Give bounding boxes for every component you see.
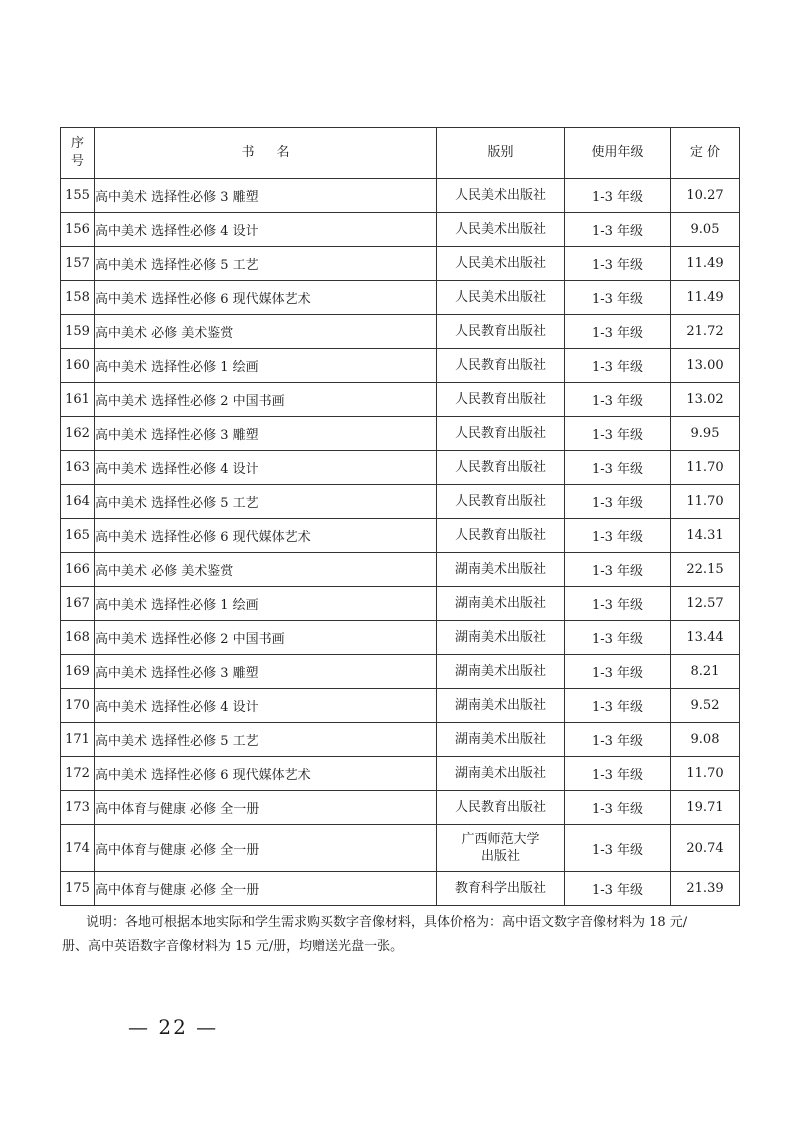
row-title: 高中美术 选择性必修 6 现代媒体艺术 <box>95 281 437 315</box>
row-price: 11.70 <box>671 485 740 519</box>
row-title: 高中美术 必修 美术鉴赏 <box>95 315 437 349</box>
row-number: 166 <box>61 553 95 587</box>
table-row <box>61 213 740 247</box>
row-publisher-line1: 广西师范大学 <box>461 832 540 847</box>
row-number: 162 <box>61 417 95 451</box>
row-price: 8.21 <box>671 655 740 689</box>
row-grade: 1-3 年级 <box>565 553 671 587</box>
row-title: 高中美术 选择性必修 5 工艺 <box>95 723 437 757</box>
header-no <box>61 128 95 179</box>
row-number: 171 <box>61 723 95 757</box>
row-number: 168 <box>61 621 95 655</box>
row-grade: 1-3 年级 <box>565 723 671 757</box>
row-grade: 1-3 年级 <box>565 519 671 553</box>
row-publisher: 人民美术出版社 <box>437 213 565 247</box>
row-grade: 1-3 年级 <box>565 587 671 621</box>
table-row <box>61 791 740 825</box>
table-row <box>61 757 740 791</box>
row-grade: 1-3 年级 <box>565 213 671 247</box>
row-publisher: 人民教育出版社 <box>437 791 565 825</box>
table-row <box>61 281 740 315</box>
row-grade: 1-3 年级 <box>565 757 671 791</box>
table-row <box>61 655 740 689</box>
row-grade: 1-3 年级 <box>565 349 671 383</box>
row-grade: 1-3 年级 <box>565 451 671 485</box>
row-grade: 1-3 年级 <box>565 247 671 281</box>
row-title: 高中美术 选择性必修 4 设计 <box>95 689 437 723</box>
row-grade: 1-3 年级 <box>565 825 671 872</box>
row-title: 高中美术 选择性必修 3 雕塑 <box>95 417 437 451</box>
row-grade: 1-3 年级 <box>565 655 671 689</box>
row-publisher <box>437 825 565 872</box>
row-price: 19.71 <box>671 791 740 825</box>
row-publisher: 人民教育出版社 <box>437 485 565 519</box>
row-number: 174 <box>61 825 95 872</box>
row-number: 165 <box>61 519 95 553</box>
row-title: 高中美术 选择性必修 2 中国书画 <box>95 621 437 655</box>
table-header-row <box>61 128 740 179</box>
note-line-2: 册、高中英语数字音像材料为 15 元/册，均赠送光盘一张。 <box>62 939 404 954</box>
table-row <box>61 621 740 655</box>
row-publisher: 湖南美术出版社 <box>437 655 565 689</box>
row-price: 11.49 <box>671 281 740 315</box>
row-title: 高中美术 选择性必修 6 现代媒体艺术 <box>95 519 437 553</box>
row-title: 高中美术 必修 美术鉴赏 <box>95 553 437 587</box>
row-number: 169 <box>61 655 95 689</box>
row-number: 163 <box>61 451 95 485</box>
row-price: 13.44 <box>671 621 740 655</box>
row-grade: 1-3 年级 <box>565 485 671 519</box>
row-number: 170 <box>61 689 95 723</box>
page-number: — 22 — <box>128 1015 219 1039</box>
row-price: 14.31 <box>671 519 740 553</box>
row-title: 高中体育与健康 必修 全一册 <box>95 825 437 872</box>
row-publisher: 人民教育出版社 <box>437 349 565 383</box>
table-row <box>61 519 740 553</box>
row-publisher: 人民美术出版社 <box>437 281 565 315</box>
row-publisher: 湖南美术出版社 <box>437 621 565 655</box>
row-title: 高中美术 选择性必修 4 设计 <box>95 451 437 485</box>
row-price: 11.49 <box>671 247 740 281</box>
table-row <box>61 587 740 621</box>
row-price: 9.52 <box>671 689 740 723</box>
row-publisher-line2: 出版社 <box>480 849 520 864</box>
table-row <box>61 247 740 281</box>
row-title: 高中美术 选择性必修 1 绘画 <box>95 587 437 621</box>
row-number: 160 <box>61 349 95 383</box>
table-row <box>61 349 740 383</box>
row-title: 高中美术 选择性必修 4 设计 <box>95 213 437 247</box>
row-price: 9.95 <box>671 417 740 451</box>
row-number: 155 <box>61 179 95 213</box>
header-no-line1: 序 <box>70 136 84 151</box>
table-row <box>61 553 740 587</box>
row-price: 9.05 <box>671 213 740 247</box>
row-price: 11.70 <box>671 451 740 485</box>
row-number: 158 <box>61 281 95 315</box>
row-number: 175 <box>61 872 95 906</box>
row-publisher: 人民教育出版社 <box>437 519 565 553</box>
row-price: 11.70 <box>671 757 740 791</box>
row-title: 高中体育与健康 必修 全一册 <box>95 791 437 825</box>
row-price: 13.02 <box>671 383 740 417</box>
row-grade: 1-3 年级 <box>565 315 671 349</box>
row-publisher: 人民美术出版社 <box>437 247 565 281</box>
row-title: 高中美术 选择性必修 5 工艺 <box>95 247 437 281</box>
row-grade: 1-3 年级 <box>565 621 671 655</box>
row-number: 173 <box>61 791 95 825</box>
row-grade: 1-3 年级 <box>565 417 671 451</box>
header-price: 定 价 <box>671 128 740 179</box>
row-price: 10.27 <box>671 179 740 213</box>
row-price: 22.15 <box>671 553 740 587</box>
row-price: 12.57 <box>671 587 740 621</box>
row-publisher: 人民教育出版社 <box>437 315 565 349</box>
row-publisher: 人民教育出版社 <box>437 383 565 417</box>
row-publisher: 人民教育出版社 <box>437 451 565 485</box>
header-publisher: 版别 <box>437 128 565 179</box>
row-publisher: 湖南美术出版社 <box>437 587 565 621</box>
row-title: 高中美术 选择性必修 3 雕塑 <box>95 179 437 213</box>
row-price: 21.39 <box>671 872 740 906</box>
row-number: 156 <box>61 213 95 247</box>
row-publisher: 人民教育出版社 <box>437 417 565 451</box>
row-grade: 1-3 年级 <box>565 791 671 825</box>
row-grade: 1-3 年级 <box>565 281 671 315</box>
row-publisher: 人民美术出版社 <box>437 179 565 213</box>
header-name <box>95 128 437 179</box>
row-number: 164 <box>61 485 95 519</box>
row-price: 20.74 <box>671 825 740 872</box>
row-title: 高中美术 选择性必修 3 雕塑 <box>95 655 437 689</box>
table-row <box>61 383 740 417</box>
row-grade: 1-3 年级 <box>565 689 671 723</box>
header-grade: 使用年级 <box>565 128 671 179</box>
row-title: 高中美术 选择性必修 2 中国书画 <box>95 383 437 417</box>
table-row <box>61 723 740 757</box>
row-title: 高中美术 选择性必修 1 绘画 <box>95 349 437 383</box>
table-row <box>61 417 740 451</box>
row-number: 167 <box>61 587 95 621</box>
row-number: 161 <box>61 383 95 417</box>
row-publisher: 教育科学出版社 <box>437 872 565 906</box>
row-title: 高中美术 选择性必修 5 工艺 <box>95 485 437 519</box>
row-title: 高中体育与健康 必修 全一册 <box>95 872 437 906</box>
textbook-price-table <box>60 127 740 906</box>
table-row <box>61 485 740 519</box>
row-grade: 1-3 年级 <box>565 383 671 417</box>
row-price: 21.72 <box>671 315 740 349</box>
row-grade: 1-3 年级 <box>565 179 671 213</box>
header-name-label: 书名 <box>241 145 312 160</box>
row-number: 159 <box>61 315 95 349</box>
note-text <box>62 911 746 959</box>
table-row <box>61 689 740 723</box>
row-title: 高中美术 选择性必修 6 现代媒体艺术 <box>95 757 437 791</box>
row-number: 172 <box>61 757 95 791</box>
header-no-line2: 号 <box>70 154 84 169</box>
row-publisher: 湖南美术出版社 <box>437 723 565 757</box>
row-publisher: 湖南美术出版社 <box>437 689 565 723</box>
table-row <box>61 451 740 485</box>
row-publisher: 湖南美术出版社 <box>437 553 565 587</box>
row-price: 9.08 <box>671 723 740 757</box>
row-grade: 1-3 年级 <box>565 872 671 906</box>
table-row <box>61 872 740 906</box>
table-row <box>61 825 740 872</box>
row-price: 13.00 <box>671 349 740 383</box>
note-line-1: 说明：各地可根据本地实际和学生需求购买数字音像材料，具体价格为：高中语文数字音像材料为 18 元/ <box>86 915 688 930</box>
table-row <box>61 179 740 213</box>
row-publisher: 湖南美术出版社 <box>437 757 565 791</box>
row-number: 157 <box>61 247 95 281</box>
table-row <box>61 315 740 349</box>
